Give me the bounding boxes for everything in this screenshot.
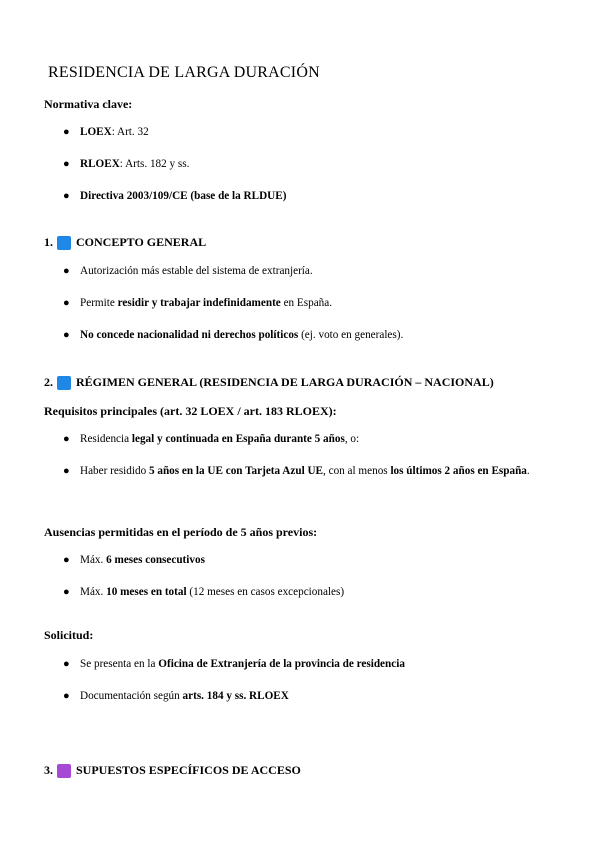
item-text: , o: [344, 433, 360, 445]
solicitud-heading: Solicitud: [44, 628, 94, 642]
item-bold-text: 10 meses en total [106, 586, 187, 598]
item-bold-text: No concede nacionalidad ni derechos políticos [80, 329, 299, 341]
ausencias-heading: Ausencias permitidas en el período de 5 años previos: [44, 525, 318, 539]
list-item [63, 688, 543, 705]
item-text: Máx. [80, 586, 107, 598]
item-text: Residencia [80, 433, 132, 445]
item-bold-text: 6 meses consecutivos [106, 554, 205, 566]
bullet-icon: ● [63, 554, 70, 566]
requisitos-heading: Requisitos principales (art. 32 LOEX / art. 183 RLOEX): [44, 404, 337, 418]
item-bold-text: residir y trabajar indefinidamente [117, 297, 281, 309]
section-heading-3 [44, 763, 301, 778]
section-number: 1. [44, 235, 53, 249]
bullet-icon: ● [63, 433, 70, 445]
item-bold-text: Directiva 2003/109/CE (base de la RLDUE) [80, 190, 287, 202]
section-title: CONCEPTO GENERAL [76, 235, 207, 249]
purple-square-icon [57, 764, 71, 778]
bullet-icon: ● [63, 690, 70, 702]
section-number: 2. [44, 375, 53, 389]
section-title: RÉGIMEN GENERAL (RESIDENCIA DE LARGA DURACIÓN – NACIONAL) [76, 375, 494, 389]
item-text: . [526, 465, 530, 477]
list-item [63, 463, 543, 480]
item-text: Permite [80, 297, 118, 309]
section-heading-1 [44, 235, 206, 250]
normativa-heading: Normativa clave: [44, 97, 133, 111]
item-text: : Arts. 182 y ss. [119, 158, 190, 170]
list-item [63, 584, 543, 601]
list-item [63, 124, 543, 141]
blue-square-icon [57, 376, 71, 390]
item-text: en España. [280, 297, 333, 309]
list-item [63, 552, 543, 569]
item-bold-text: arts. 184 y ss. RLOEX [182, 690, 289, 702]
item-bold-text: RLOEX [80, 158, 120, 170]
list-item [63, 263, 543, 280]
list-item [63, 156, 543, 173]
item-text: Autorización más estable del sistema de extranjería. [80, 265, 313, 277]
item-text: (ej. voto en generales). [298, 329, 404, 341]
item-text: Se presenta en la [80, 658, 159, 670]
bullet-icon: ● [63, 586, 70, 598]
bullet-icon: ● [63, 329, 70, 341]
section-heading-2 [44, 375, 494, 390]
item-text: : Art. 32 [111, 126, 149, 138]
blue-square-icon [57, 236, 71, 250]
list-item [63, 431, 543, 448]
item-bold-text: los últimos 2 años en España [390, 465, 527, 477]
item-bold-text: 5 años en la UE con Tarjeta Azul UE [148, 465, 324, 477]
item-text: Haber residido [80, 465, 149, 477]
list-item [63, 656, 543, 673]
item-bold-text: LOEX [80, 126, 112, 138]
bullet-icon: ● [63, 658, 70, 670]
item-text: , con al menos [323, 465, 391, 477]
bullet-icon: ● [63, 465, 70, 477]
bullet-icon: ● [63, 158, 70, 170]
section-title: SUPUESTOS ESPECÍFICOS DE ACCESO [76, 763, 301, 777]
item-text: Máx. [80, 554, 107, 566]
page-title: RESIDENCIA DE LARGA DURACIÓN [48, 64, 320, 81]
item-bold-text: legal y continuada en España durante 5 años [131, 433, 345, 445]
item-bold-text: Oficina de Extranjería de la provincia de residencia [158, 658, 405, 670]
bullet-icon: ● [63, 265, 70, 277]
item-text: (12 meses en casos excepcionales) [186, 586, 345, 598]
bullet-icon: ● [63, 126, 70, 138]
list-item [63, 327, 543, 344]
bullet-icon: ● [63, 297, 70, 309]
item-text: Documentación según [80, 690, 183, 702]
section-number: 3. [44, 763, 53, 777]
list-item [63, 188, 543, 205]
list-item [63, 295, 543, 312]
bullet-icon: ● [63, 190, 70, 202]
